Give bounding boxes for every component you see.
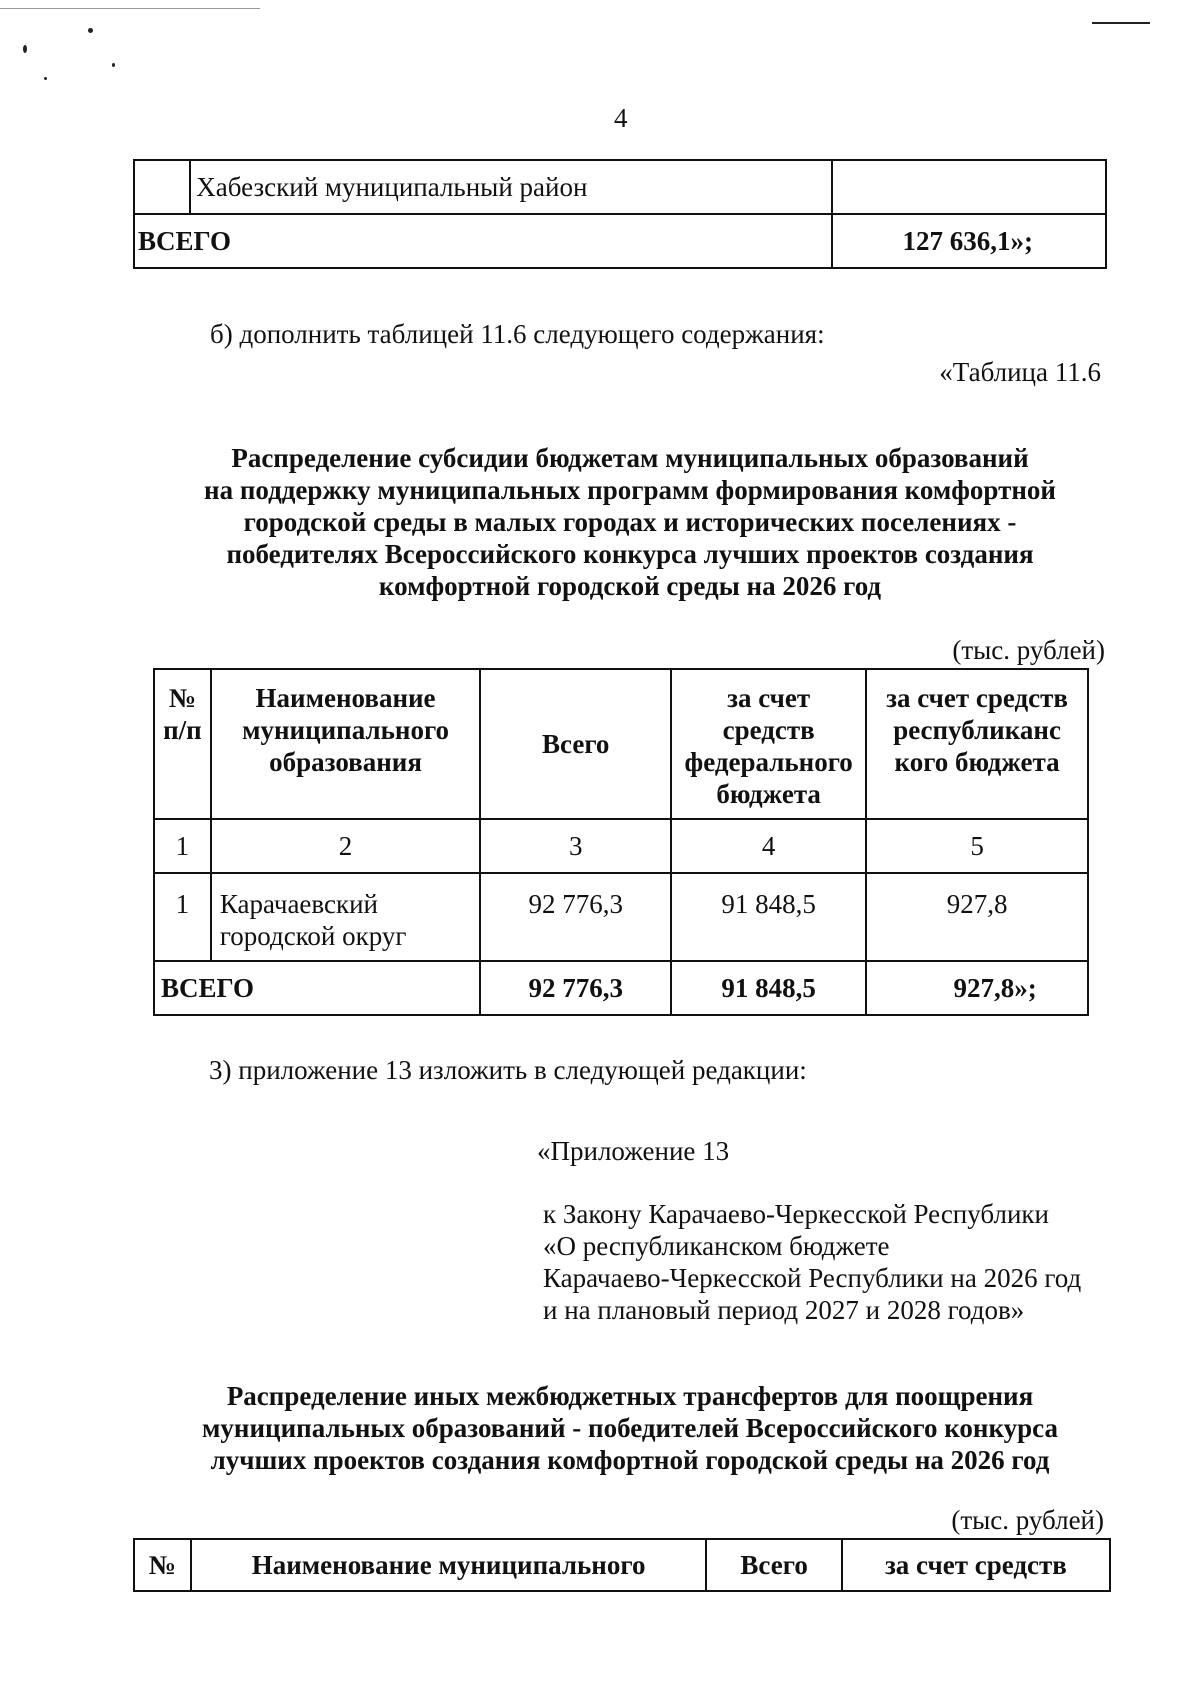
header-name: Наименование муниципального образования [211, 669, 480, 819]
total-value: 127 636,1»; [832, 214, 1106, 268]
header-republic: за счет средств республиканс кого бюджета [866, 669, 1088, 819]
scan-artifact [44, 77, 47, 80]
subsidy-table [153, 668, 1089, 1016]
col-number: 1 [154, 819, 211, 873]
col-number: 2 [211, 819, 480, 873]
unit-label: (тыс. рублей) [951, 1505, 1104, 1535]
table-row [134, 160, 1106, 214]
header-num: № [134, 1539, 191, 1591]
previous-table [133, 159, 1107, 269]
table-row [154, 873, 1088, 961]
total-label: ВСЕГО [154, 961, 480, 1015]
transfers-table [133, 1538, 1111, 1592]
unit-label: (тыс. рублей) [952, 635, 1105, 665]
table-label: «Таблица 11.6 [939, 357, 1101, 387]
table-total-row [134, 214, 1106, 268]
row-federal: 91 848,5 [671, 873, 866, 961]
row-num: 1 [154, 873, 211, 961]
appendix-title: «Приложение 13 [537, 1136, 730, 1166]
total-republic: 927,8»; [866, 961, 1088, 1015]
scan-artifact [0, 8, 260, 9]
header-num: № п/п [154, 669, 211, 819]
row-name: Карачаевский городской округ [211, 873, 480, 961]
table-cell-name: Хабезский муниципальный район [190, 160, 831, 214]
scan-artifact [23, 45, 27, 53]
col-number: 5 [866, 819, 1088, 873]
paragraph-3: 3) приложение 13 изложить в следующей редакции: [209, 1055, 807, 1085]
paragraph-b: б) дополнить таблицей 11.6 следующего содержания: [210, 319, 825, 349]
col-number: 3 [480, 819, 671, 873]
table-total-row [154, 961, 1088, 1015]
header-funds: за счет средств [842, 1539, 1110, 1591]
col-number: 4 [671, 819, 866, 873]
row-total: 92 776,3 [480, 873, 671, 961]
scan-artifact [88, 28, 93, 33]
header-federal: за счет средств федерального бюджета [671, 669, 866, 819]
page-number: 4 [614, 103, 628, 133]
total-label: ВСЕГО [134, 214, 832, 268]
section-heading-2: Распределение иных межбюджетных трансфертов для поощрения муниципальных образований - победителей Всероссийского конкурса лучших проектов создания комфортной городской среды на 2026 год [202, 1381, 1058, 1475]
header-total: Всего [706, 1539, 841, 1591]
scan-artifact [112, 63, 115, 67]
scan-artifact [1092, 22, 1150, 24]
appendix-reference: к Закону Карачаево-Черкесской Республики «О республиканском бюджете Карачаево-Черкесской Республики на 2026 год и на плановый период 2027 и 2028 годов» [543, 1199, 1082, 1325]
header-name: Наименование муниципального [191, 1539, 707, 1591]
header-total: Всего [480, 669, 671, 819]
section-heading-1: Распределение субсидии бюджетам муниципальных образований на поддержку муниципальных программ формирования комфортной городской среды в малых городах и исторических поселениях - победителях Всероссийского конкурса лучших проектов создания комфортной городской среды на 2026 год [204, 443, 1056, 601]
row-republic: 927,8 [866, 873, 1088, 961]
total-federal: 91 848,5 [671, 961, 866, 1015]
table-header-row [134, 1539, 1110, 1591]
table-header-row [154, 669, 1088, 819]
column-number-row [154, 819, 1088, 873]
total-sum: 92 776,3 [480, 961, 671, 1015]
